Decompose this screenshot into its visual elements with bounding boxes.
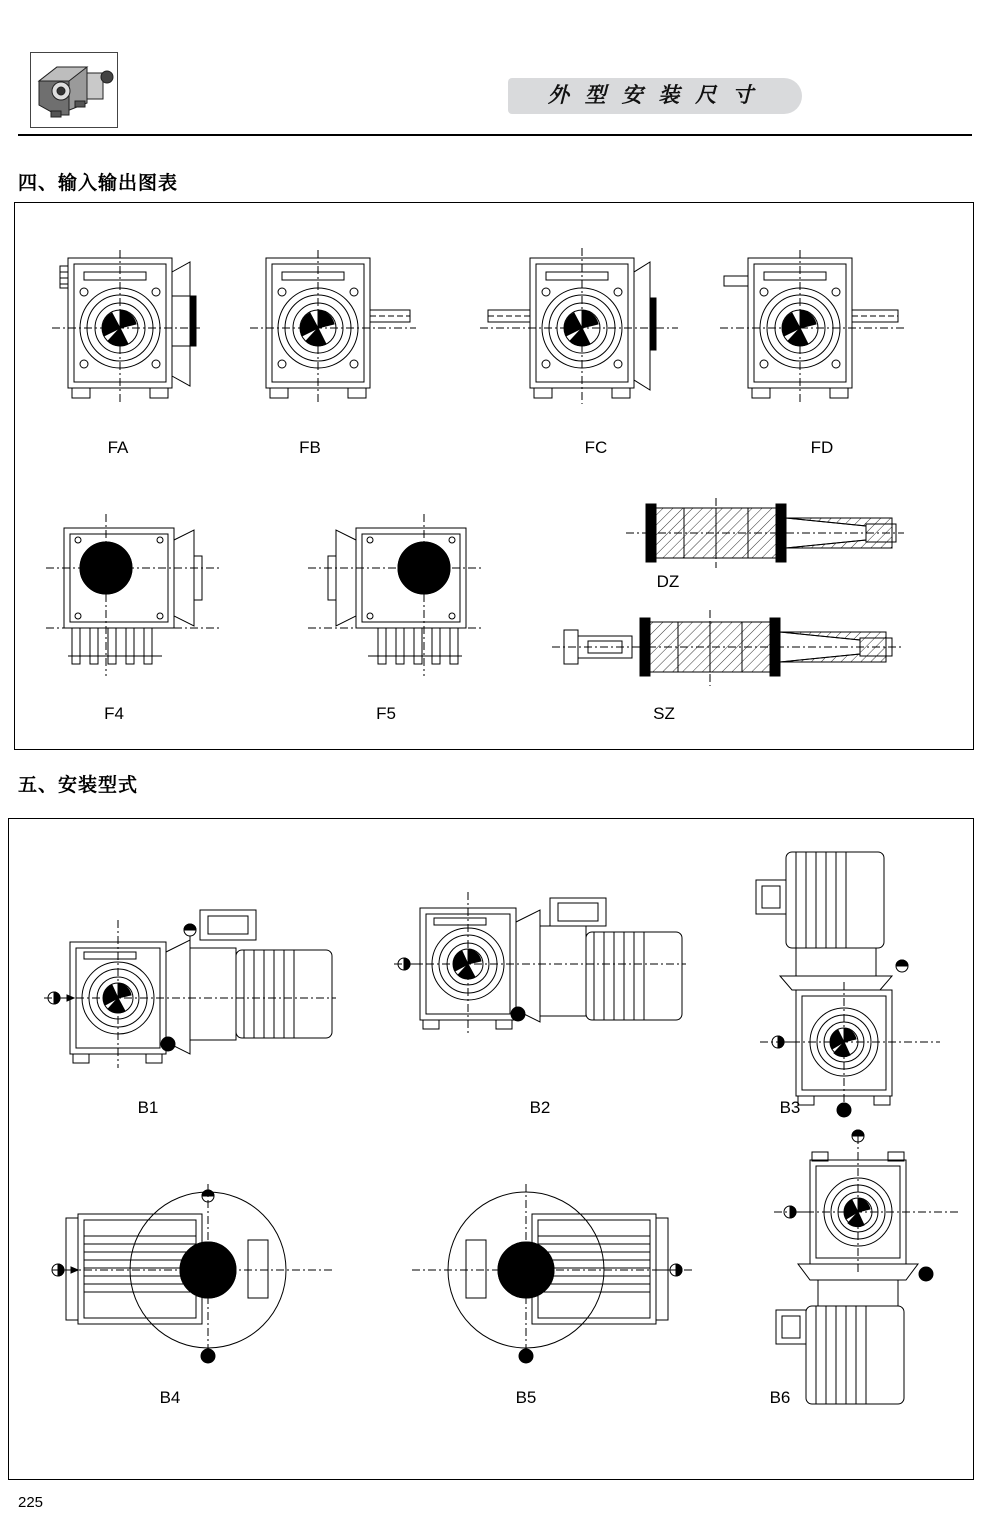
mounting-b1-icon: [40, 892, 340, 1082]
mounting-b3-icon: [740, 838, 960, 1118]
gearbox-side-f4-icon: [44, 506, 224, 686]
figure-caption-dz: DZ: [656, 572, 680, 591]
worm-shaft-dz-icon: [566, 496, 906, 570]
figure-caption-f5: F5: [376, 704, 396, 723]
figure-caption-fc: FC: [584, 438, 608, 457]
mounting-b4-icon: [48, 1178, 338, 1368]
page-number: 225: [18, 1494, 44, 1511]
section-heading-mounting: 五、安装型式: [18, 775, 139, 796]
mounting-b6-icon: [760, 1128, 970, 1418]
mounting-b2-icon: [390, 892, 690, 1082]
section-heading-io: 四、输入输出图表: [18, 173, 179, 194]
figure-caption-b5: B5: [515, 1388, 537, 1407]
header-divider: [18, 134, 972, 136]
page-title: 外 型 安 装 尺 寸: [547, 84, 759, 107]
figure-caption-b1: B1: [137, 1098, 159, 1117]
gearbox-double-shaft-fc-icon: [478, 232, 688, 417]
mounting-b5-icon: [408, 1178, 698, 1368]
figure-caption-sz: SZ: [653, 704, 675, 723]
figure-caption-fb: FB: [299, 438, 321, 457]
figure-caption-b2: B2: [529, 1098, 551, 1117]
page-header: [0, 0, 990, 150]
gearbox-front-flange-fa-icon: [50, 236, 210, 416]
gearbox-motor-icon: [30, 52, 118, 128]
worm-shaft-sz-icon: [548, 608, 908, 688]
figure-caption-fa: FA: [107, 438, 129, 457]
figure-caption-fd: FD: [810, 438, 834, 457]
figure-caption-b6: B6: [769, 1388, 791, 1407]
gearbox-front-shaft-fb-icon: [248, 236, 418, 416]
figure-caption-f4: F4: [104, 704, 124, 723]
figure-caption-b4: B4: [159, 1388, 181, 1407]
gearbox-side-f5-icon: [306, 506, 486, 686]
figure-caption-b3: B3: [779, 1098, 801, 1117]
gearbox-shaft-flange-fd-icon: [718, 236, 908, 416]
